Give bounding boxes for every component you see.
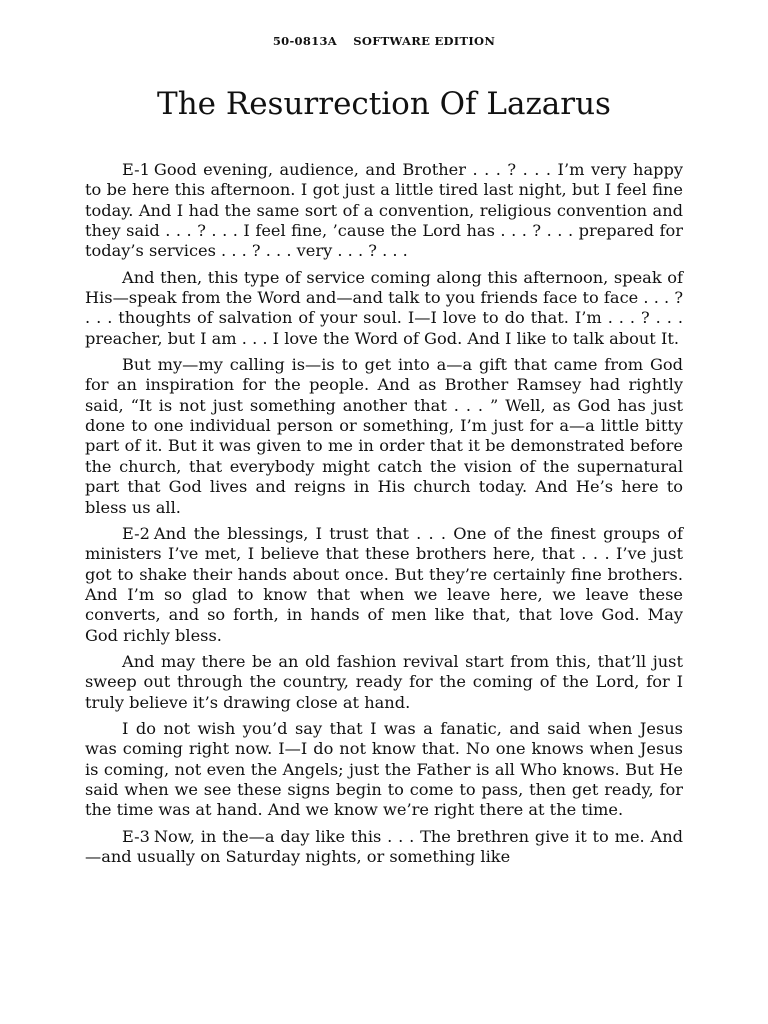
paragraph-text: Good evening, audience, and Brother . . . ? . . . I’m very happy to be here this afternoon. I got just a little tired last night, but I feel fine today. And I had the same sort of a convention, religious convention and they said . . . ? . . . I feel fine, ’cause the Lord has . . . ? . . . prepared for today’s services . . . ? . . . very . . . ? . . . bbox=[85, 160, 683, 261]
paragraph-text: Now, in the—a day like this . . . The brethren give it to me. And—and usually on Saturday nights, or something like bbox=[85, 826, 683, 866]
body-text bbox=[85, 160, 683, 873]
paragraph bbox=[85, 355, 683, 518]
edition-label: SOFTWARE EDITION bbox=[353, 34, 496, 48]
paragraph-text: And the blessings, I trust that . . . One of the finest groups of ministers I’ve met, I believe that these brothers here, that . . . I’ve just got to shake their hands about once. But they’re certainly fine brothers. And I’m so glad to know that when we leave here, we leave these converts, and so forth, in hands of men like that, that love God. May God richly bless. bbox=[85, 523, 683, 645]
paragraph-number: E-2 bbox=[122, 523, 150, 543]
running-header bbox=[0, 34, 768, 48]
paragraph-text: And then, this type of service coming along this afternoon, speak of His—speak from the Word and—and talk to you friends face to face . . . ? . . . thoughts of salvation of your soul. I—I love to do that. I’m . . . ? . . . preacher, but I am . . . I love the Word of God. And I like to talk about It. bbox=[85, 267, 683, 348]
page-title: The Resurrection Of Lazarus bbox=[157, 86, 611, 122]
paragraph bbox=[85, 652, 683, 713]
paragraph bbox=[85, 268, 683, 349]
paragraph bbox=[85, 719, 683, 821]
paragraph bbox=[85, 160, 683, 262]
paragraph-text: But my—my calling is—is to get into a—a gift that came from God for an inspiration for the people. And as Brother Ramsey had rightly said, “It is not just something another that . . . ” Well, as God has just done to one individual person or something, I’m just for a—a little bitty part of it. But it was given to me in order that it be demonstrated before the church, that everybody might catch the vision of the supernatural part that God lives and reigns in His church today. And He’s here to bless us all. bbox=[85, 355, 683, 517]
paragraph bbox=[85, 524, 683, 646]
paragraph-number: E-3 bbox=[122, 826, 150, 846]
paragraph-number: E-1 bbox=[122, 160, 150, 179]
paragraph-text: I do not wish you’d say that I was a fanatic, and said when Jesus was coming right now. I—I do not know that. No one knows when Jesus is coming, not even the Angels; just the Father is all Who knows. But He said when we see these signs begin to come to pass, then get ready, for the time was at hand. And we know we’re right there at the time. bbox=[85, 718, 683, 820]
sermon-code: 50-0813A bbox=[272, 34, 337, 48]
paragraph-text: And may there be an old fashion revival start from this, that’ll just sweep out through the country, ready for the coming of the Lord, for I truly believe it’s drawing close at hand. bbox=[85, 651, 683, 712]
paragraph bbox=[85, 827, 683, 868]
